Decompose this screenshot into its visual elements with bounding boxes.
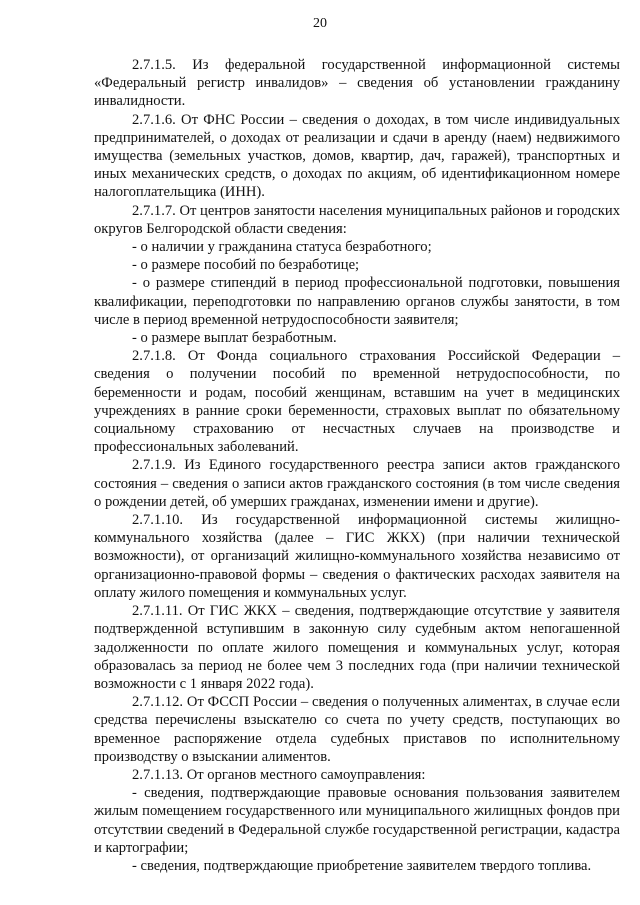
paragraph-2-7-1-7: 2.7.1.7. От центров занятости населения муниципальных районов и городских округов Белгородской области сведения: (94, 202, 620, 237)
list-item-unemployment-benefits: - о размере пособий по безработице; (132, 257, 360, 274)
paragraph-2-7-1-5: 2.7.1.5. Из федеральной государственной информационной системы «Федеральный регистр инвалидов» – сведения об установлении гражданину инвалидности. (94, 57, 620, 110)
list-item-unemployed-status: - о наличии у гражданина статуса безработного; (132, 239, 432, 256)
paragraph-2-7-1-12: 2.7.1.12. От ФССП России – сведения о полученных алиментах, в случае если средства перечислены взыскателю со счета по учету средств, поступающих во временное распоряжение отдела судебных приставов по исполнительному производству о взыскании алиментов. (94, 694, 620, 765)
paragraph-2-7-1-8: 2.7.1.8. От Фонда социального страхования Российской Федерации – сведения о получении пособий по временной нетрудоспособности, по беременности и родам, пособий женщинам, вставшим на учет в медицинских учреждениях в ранние сроки беременности, страховых выплат по обязательному социальному страхованию от несчастных случаев на производстве и профессиональных заболеваний. (94, 348, 620, 456)
document-body (94, 56, 620, 875)
list-item-stipends: - о размере стипендий в период профессиональной подготовки, повышения квалификации, переподготовки по направлению органов службы занятости, в том числе в период временной нетрудоспособности заявителя; (94, 275, 620, 328)
paragraph-2-7-1-11: 2.7.1.11. От ГИС ЖКХ – сведения, подтверждающие отсутствие у заявителя подтвержденной вступившим в законную силу судебным актом непогашенной задолженности по оплате жилого помещения и коммунальных услуг, которая образовалась за период не более чем 3 последних года (при наличии технической возможности с 1 января 2022 года). (94, 603, 620, 692)
list-item-housing-rights: - сведения, подтверждающие правовые основания пользования заявителем жилым помещением государственного или муниципального жилищных фондов при отсутствии сведений в Федеральной службе государственной регистрации, кадастра и картографии; (94, 785, 620, 856)
paragraph-2-7-1-9: 2.7.1.9. Из Единого государственного реестра записи актов гражданского состояния – сведения о записи актов гражданского состояния (в том числе сведения о рождении детей, об умерших гражданах, изменении имени и другие). (94, 457, 620, 510)
paragraph-2-7-1-10: 2.7.1.10. Из государственной информационной системы жилищно-коммунального хозяйства (далее – ГИС ЖКХ) (при наличии технической возможности), от организаций жилищно-коммунального хозяйства независимо от организационно-правовой формы – сведения о фактических расходах заявителя на оплату жилого помещения и коммунальных услуг. (94, 512, 620, 601)
list-item-solid-fuel: - сведения, подтверждающие приобретение заявителем твердого топлива. (132, 857, 592, 874)
paragraph-2-7-1-6: 2.7.1.6. От ФНС России – сведения о доходах, в том числе индивидуальных предпринимателей, о доходах от реализации и сдачи в аренду (наем) недвижимого имущества (земельных участков, домов, квартир, дач, гаражей), транспортных и иных механических средств, о доходах по акциям, об идентификационном номере налогоплательщика (ИНН). (94, 111, 620, 201)
list-item-unemployment-payments: - о размере выплат безработным. (132, 330, 337, 347)
paragraph-2-7-1-13: 2.7.1.13. От органов местного самоуправления: (132, 766, 426, 783)
page-number: 20 (313, 16, 327, 31)
